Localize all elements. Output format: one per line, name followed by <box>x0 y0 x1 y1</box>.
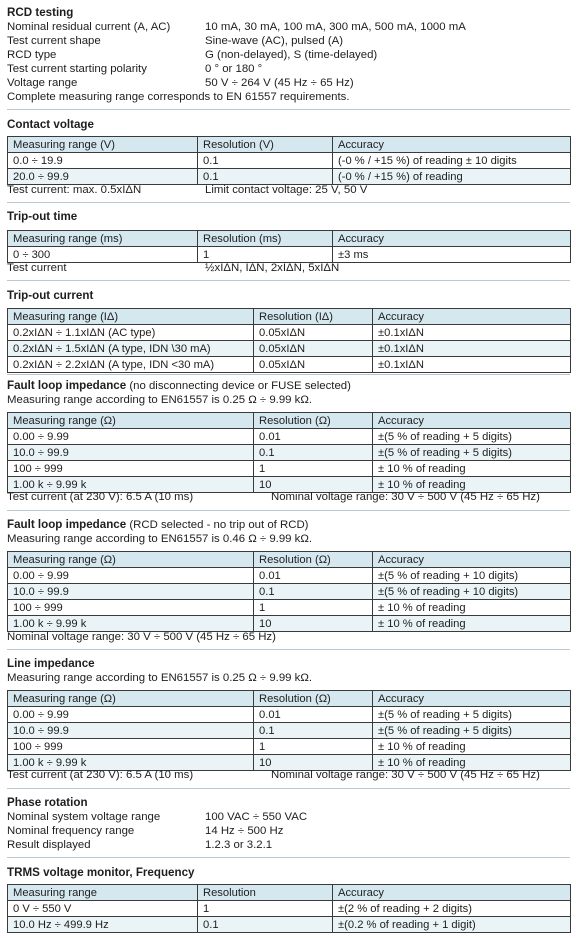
table-row <box>8 153 571 169</box>
measuring-range-note: Measuring range according to EN61557 is 0.25 Ω ÷ 9.99 kΩ. <box>7 672 313 684</box>
table-cell: ± 10 % of reading <box>373 616 571 632</box>
table-cell: ±(5 % of reading + 5 digits) <box>373 429 571 445</box>
spec-value: 10 mA, 30 mA, 100 mA, 300 mA, 500 mA, 1000 mA <box>205 21 466 33</box>
table-row <box>8 445 571 461</box>
table-cell: 0.05xIΔN <box>254 341 373 357</box>
table-cell: 1 <box>198 901 333 917</box>
table-cell: 1 <box>254 600 373 616</box>
trms-voltage-monitor-table <box>7 884 571 933</box>
table-row <box>8 568 571 584</box>
table-cell: ±(0.2 % of reading + 1 digit) <box>333 917 571 933</box>
section-title-fault-loop-impedance-rcd <box>7 518 308 532</box>
table-cell: 0.1 <box>254 584 373 600</box>
table-header-row <box>8 885 571 901</box>
section-divider <box>7 280 570 281</box>
table-cell: 1.00 k ÷ 9.99 k <box>8 755 254 771</box>
table-cell: 10 <box>254 477 373 493</box>
contact-voltage-table <box>7 136 571 185</box>
table-header-row <box>8 309 571 325</box>
section-title-contact-voltage: Contact voltage <box>7 118 94 131</box>
table-cell: ±0.1xIΔN <box>373 325 571 341</box>
column-header: Measuring range (V) <box>8 137 198 153</box>
table-cell: 0.0 ÷ 19.9 <box>8 153 198 169</box>
section-title-phase-rotation: Phase rotation <box>7 796 88 809</box>
spec-value: 50 V ÷ 264 V (45 Hz ÷ 65 Hz) <box>205 77 354 89</box>
section-title-rcd-testing: RCD testing <box>7 6 74 19</box>
spec-value: 14 Hz ÷ 500 Hz <box>205 825 284 837</box>
measuring-range-note: Measuring range according to EN61557 is 0.46 Ω ÷ 9.99 kΩ. <box>7 533 313 545</box>
table-header-row <box>8 231 571 247</box>
table-cell: ± 10 % of reading <box>373 600 571 616</box>
spec-label: Result displayed <box>7 839 91 851</box>
contact-test-current-note: Test current: max. 0.5xIΔN <box>7 184 142 196</box>
column-header: Measuring range (ms) <box>8 231 198 247</box>
section-divider <box>7 788 570 789</box>
table-cell: 0.2xIΔN ÷ 1.5xIΔN (A type, IDN \30 mA) <box>8 341 254 357</box>
contact-limit-voltage-note: Limit contact voltage: 25 V, 50 V <box>205 184 368 196</box>
nominal-voltage-note: Nominal voltage range: 30 V ÷ 500 V (45 Hz ÷ 65 Hz) <box>7 631 276 643</box>
table-row <box>8 357 571 373</box>
table-cell: 10 <box>254 755 373 771</box>
table-cell: 0.1 <box>254 445 373 461</box>
table-cell: 0 V ÷ 550 V <box>8 901 198 917</box>
table-cell: 0.01 <box>254 707 373 723</box>
table-cell: 1 <box>254 461 373 477</box>
column-header: Resolution (V) <box>198 137 333 153</box>
spec-value: G (non-delayed), S (time-delayed) <box>205 49 378 61</box>
table-cell: ± 10 % of reading <box>373 755 571 771</box>
column-header: Accuracy <box>373 413 571 429</box>
table-cell: 10.0 ÷ 99.9 <box>8 445 254 461</box>
section-title-trip-out-time: Trip-out time <box>7 210 78 223</box>
table-row <box>8 325 571 341</box>
section-title-text: Fault loop impedance <box>7 379 127 392</box>
table-cell: ±(5 % of reading + 10 digits) <box>373 584 571 600</box>
table-row <box>8 600 571 616</box>
measuring-range-note: Measuring range according to EN61557 is 0.25 Ω ÷ 9.99 kΩ. <box>7 394 313 406</box>
section-title-line-impedance: Line impedance <box>7 657 95 670</box>
section-divider <box>7 109 570 110</box>
trip-out-test-current-label: Test current <box>7 262 67 274</box>
table-cell: 0.05xIΔN <box>254 357 373 373</box>
column-header: Accuracy <box>333 885 571 901</box>
table-cell: 100 ÷ 999 <box>8 739 254 755</box>
table-cell: 0.1 <box>198 153 333 169</box>
section-divider <box>7 857 570 858</box>
section-divider <box>7 374 570 375</box>
table-header-row <box>8 413 571 429</box>
column-header: Accuracy <box>333 137 571 153</box>
section-subtitle: (no disconnecting device or FUSE selected) <box>126 380 351 392</box>
spec-value: Sine-wave (AC), pulsed (A) <box>205 35 344 47</box>
spec-label: Voltage range <box>7 77 78 89</box>
table-cell: (-0 % / +15 %) of reading <box>333 169 571 185</box>
table-cell: 0.1 <box>198 917 333 933</box>
table-cell: 0.2xIΔN ÷ 2.2xIΔN (A type, IDN <30 mA) <box>8 357 254 373</box>
spec-value: 1.2.3 or 3.2.1 <box>205 839 273 851</box>
column-header: Measuring range <box>8 885 198 901</box>
table-cell: 100 ÷ 999 <box>8 600 254 616</box>
spec-label: Nominal frequency range <box>7 825 135 837</box>
column-header: Resolution <box>198 885 333 901</box>
table-cell: 1.00 k ÷ 9.99 k <box>8 616 254 632</box>
trip-out-time-table <box>7 230 571 263</box>
table-cell: 0.00 ÷ 9.99 <box>8 568 254 584</box>
table-cell: 0.01 <box>254 429 373 445</box>
table-cell: ±(5 % of reading + 5 digits) <box>373 723 571 739</box>
nominal-voltage-note: Nominal voltage range: 30 V ÷ 500 V (45 Hz ÷ 65 Hz) <box>271 769 540 781</box>
table-cell: 10.0 ÷ 99.9 <box>8 723 254 739</box>
line-impedance-table <box>7 690 571 771</box>
table-cell: ±0.1xIΔN <box>373 341 571 357</box>
table-cell: 0.01 <box>254 568 373 584</box>
column-header: Measuring range (Ω) <box>8 413 254 429</box>
table-cell: 0.05xIΔN <box>254 325 373 341</box>
table-cell: 1.00 k ÷ 9.99 k <box>8 477 254 493</box>
column-header: Measuring range (Ω) <box>8 691 254 707</box>
spec-value: 100 VAC ÷ 550 VAC <box>205 811 308 823</box>
section-title-trms-voltage-monitor: TRMS voltage monitor, Frequency <box>7 866 195 879</box>
table-cell: (-0 % / +15 %) of reading ± 10 digits <box>333 153 571 169</box>
test-current-note: Test current (at 230 V): 6.5 A (10 ms) <box>7 769 194 781</box>
column-header: Measuring range (Ω) <box>8 552 254 568</box>
spec-label: Test current shape <box>7 35 101 47</box>
table-row <box>8 707 571 723</box>
spec-label: Nominal system voltage range <box>7 811 161 823</box>
column-header: Accuracy <box>373 552 571 568</box>
table-row <box>8 429 571 445</box>
table-cell: 10.0 ÷ 99.9 <box>8 584 254 600</box>
table-cell: ±(2 % of reading + 2 digits) <box>333 901 571 917</box>
table-cell: ±0.1xIΔN <box>373 357 571 373</box>
section-title-text: Fault loop impedance <box>7 518 127 531</box>
test-current-note: Test current (at 230 V): 6.5 A (10 ms) <box>7 491 194 503</box>
table-cell: ±(5 % of reading + 5 digits) <box>373 707 571 723</box>
column-header: Resolution (IΔ) <box>254 309 373 325</box>
column-header: Resolution (Ω) <box>254 413 373 429</box>
column-header: Accuracy <box>373 691 571 707</box>
nominal-voltage-note: Nominal voltage range: 30 V ÷ 500 V (45 Hz ÷ 65 Hz) <box>271 491 540 503</box>
column-header: Accuracy <box>373 309 571 325</box>
table-header-row <box>8 137 571 153</box>
spec-value: 0 ° or 180 ° <box>205 63 263 75</box>
table-cell: 10 <box>254 616 373 632</box>
spec-label: Nominal residual current (A, AC) <box>7 21 171 33</box>
trip-out-current-table <box>7 308 571 373</box>
table-cell: ±3 ms <box>333 247 571 263</box>
trip-out-test-current-value: ½xIΔN, IΔN, 2xIΔN, 5xIΔN <box>205 262 340 274</box>
section-title-trip-out-current: Trip-out current <box>7 289 94 302</box>
table-cell: 20.0 ÷ 99.9 <box>8 169 198 185</box>
table-row <box>8 341 571 357</box>
section-divider <box>7 649 570 650</box>
table-cell: 0.1 <box>254 723 373 739</box>
spec-label: Test current starting polarity <box>7 63 147 75</box>
column-header: Measuring range (IΔ) <box>8 309 254 325</box>
table-row <box>8 584 571 600</box>
table-cell: 100 ÷ 999 <box>8 461 254 477</box>
table-cell: 0.2xIΔN ÷ 1.1xIΔN (AC type) <box>8 325 254 341</box>
table-cell: 1 <box>254 739 373 755</box>
table-row <box>8 739 571 755</box>
table-header-row <box>8 691 571 707</box>
fault-loop-impedance-rcd-table <box>7 551 571 632</box>
rcd-note: Complete measuring range corresponds to EN 61557 requirements. <box>7 91 350 103</box>
section-divider <box>7 510 570 511</box>
table-cell: ± 10 % of reading <box>373 477 571 493</box>
column-header: Resolution (Ω) <box>254 691 373 707</box>
table-row <box>8 723 571 739</box>
section-divider <box>7 202 570 203</box>
table-cell: ±(5 % of reading + 5 digits) <box>373 445 571 461</box>
table-row <box>8 901 571 917</box>
table-cell: ±(5 % of reading + 10 digits) <box>373 568 571 584</box>
table-cell: 1 <box>198 247 333 263</box>
table-cell: ± 10 % of reading <box>373 461 571 477</box>
table-cell: 10.0 Hz ÷ 499.9 Hz <box>8 917 198 933</box>
table-cell: 0.00 ÷ 9.99 <box>8 429 254 445</box>
table-row <box>8 917 571 933</box>
fault-loop-impedance-table <box>7 412 571 493</box>
section-title-fault-loop-impedance <box>7 379 351 393</box>
spec-label: RCD type <box>7 49 57 61</box>
table-row <box>8 461 571 477</box>
table-cell: 0.00 ÷ 9.99 <box>8 707 254 723</box>
table-cell: 0 ÷ 300 <box>8 247 198 263</box>
column-header: Resolution (ms) <box>198 231 333 247</box>
table-header-row <box>8 552 571 568</box>
section-subtitle: (RCD selected - no trip out of RCD) <box>126 519 309 531</box>
table-cell: 0.1 <box>198 169 333 185</box>
column-header: Accuracy <box>333 231 571 247</box>
column-header: Resolution (Ω) <box>254 552 373 568</box>
table-cell: ± 10 % of reading <box>373 739 571 755</box>
